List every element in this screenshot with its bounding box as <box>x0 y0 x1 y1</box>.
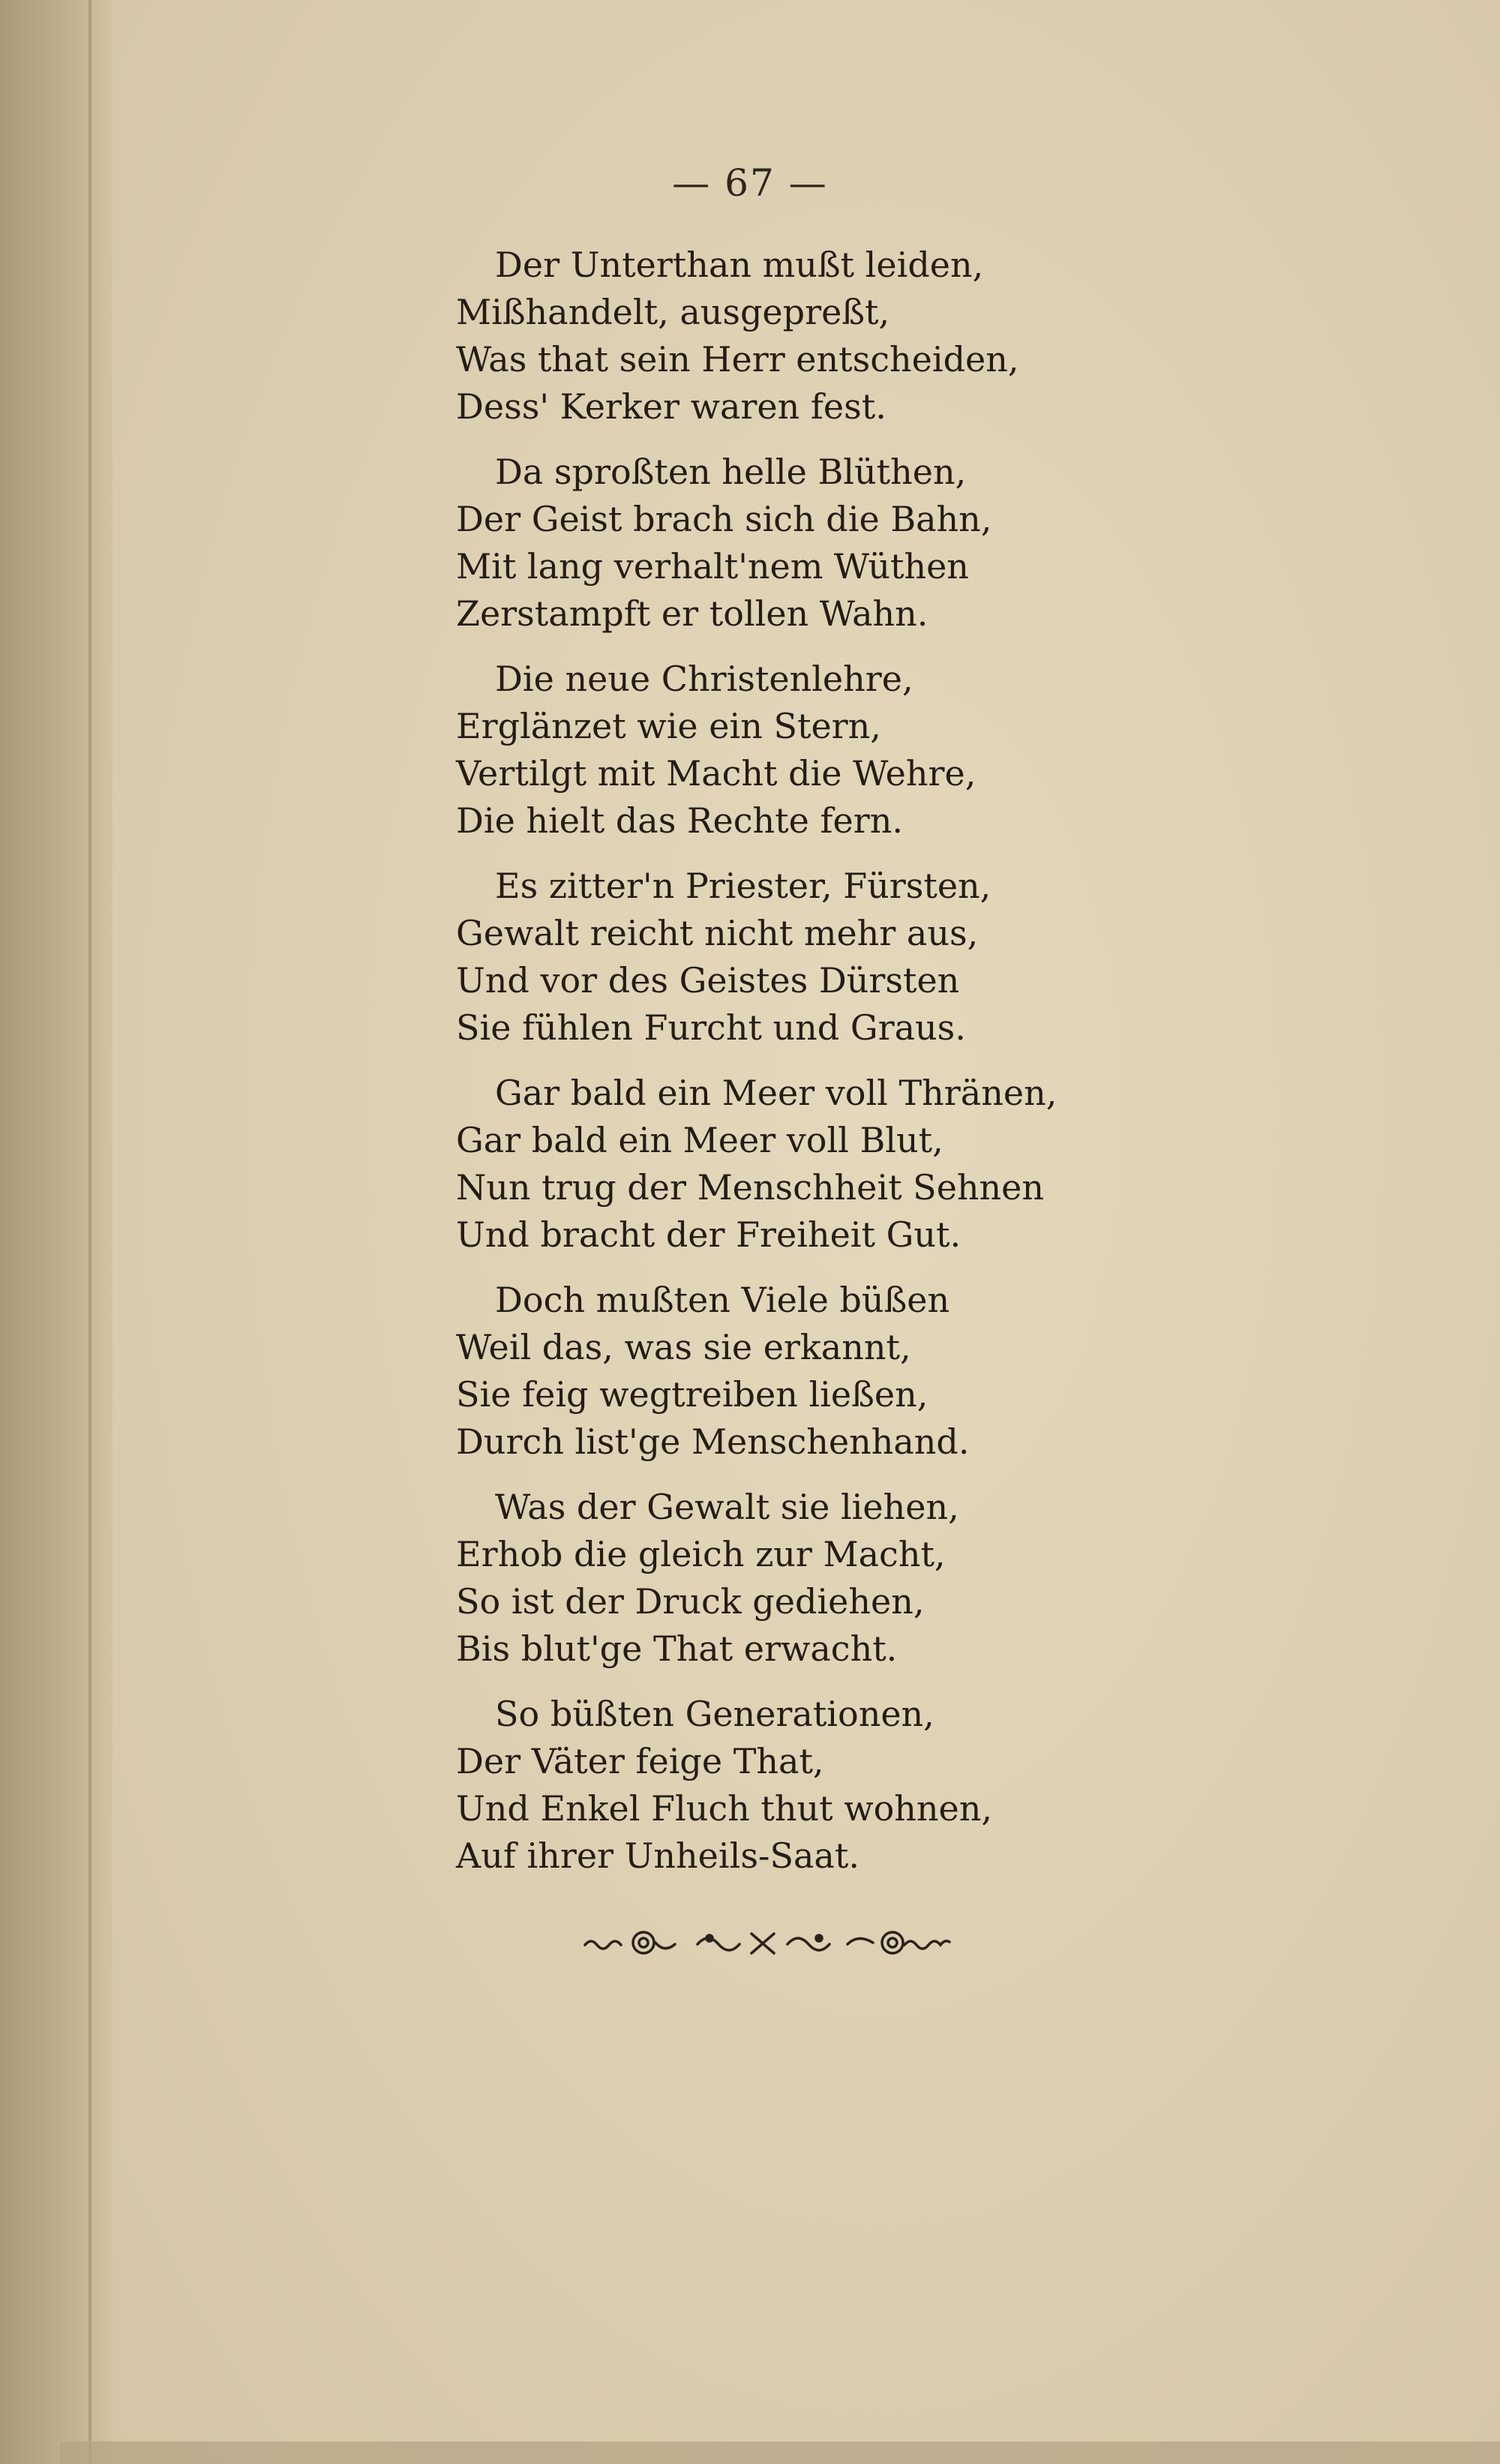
poem-line: Zerstampft er tollen Wahn. <box>456 593 928 634</box>
poem-line: Gar bald ein Meer voll Blut, <box>456 1120 944 1160</box>
poem-line: Da sproßten helle Blüthen, <box>495 452 967 492</box>
poem-line: Erhob die gleich zur Macht, <box>456 1534 946 1574</box>
stanza <box>456 656 1206 845</box>
poem-line: Der Geist brach sich die Bahn, <box>456 499 992 539</box>
poem-line: Sie fühlen Furcht und Graus. <box>456 1007 966 1048</box>
poem-line: Auf ihrer Unheils-Saat. <box>456 1835 860 1876</box>
stanza <box>456 1484 1206 1673</box>
poem-line: Doch mußten Viele büßen <box>495 1280 950 1320</box>
poem-line: Vertilgt mit Macht die Wehre, <box>456 753 976 794</box>
poem-line: Nun trug der Menschheit Sehnen <box>456 1167 1045 1208</box>
page-bottom-edge <box>60 2441 1500 2464</box>
poem-line: Weil das, was sie erkannt, <box>456 1327 911 1367</box>
poem-line: So büßten Generationen, <box>495 1694 934 1734</box>
stanza <box>456 1070 1206 1259</box>
poem <box>456 242 1206 1898</box>
poem-line: Mißhandelt, ausgepreßt, <box>456 292 890 332</box>
stanza <box>456 449 1206 638</box>
poem-line: Mit lang verhalt'nem Wüthen <box>456 546 969 587</box>
poem-line: Der Väter feige That, <box>456 1741 824 1781</box>
poem-line: Was der Gewalt sie liehen, <box>495 1487 959 1527</box>
poem-line: Und bracht der Freiheit Gut. <box>456 1214 962 1255</box>
stanza <box>456 1691 1206 1880</box>
book-gutter <box>0 0 112 2464</box>
poem-line: Was that sein Herr entscheiden, <box>456 339 1019 380</box>
poem-line: Sie feig wegtreiben ließen, <box>456 1374 928 1415</box>
poem-line: So ist der Druck gediehen, <box>456 1581 925 1622</box>
ornament-vignette-icon <box>578 1911 960 1971</box>
page-number: — 67 — <box>672 161 828 205</box>
poem-line: Und vor des Geistes Dürsten <box>456 960 960 1001</box>
poem-line: Die neue Christenlehre, <box>495 659 914 699</box>
poem-line: Bis blut'ge That erwacht. <box>456 1628 898 1669</box>
poem-line: Dess' Kerker waren fest. <box>456 386 886 427</box>
poem-line: Gar bald ein Meer voll Thränen, <box>495 1073 1058 1113</box>
poem-line: Und Enkel Fluch thut wohnen, <box>456 1788 992 1829</box>
stanza <box>456 1277 1206 1466</box>
gutter-fold-line <box>88 0 92 2464</box>
poem-line: Die hielt das Rechte fern. <box>456 800 903 841</box>
poem-line: Es zitter'n Priester, Fürsten, <box>495 866 992 906</box>
poem-line: Der Unterthan mußt leiden, <box>495 245 984 285</box>
stanza <box>456 242 1206 431</box>
poem-line: Gewalt reicht nicht mehr aus, <box>456 913 979 953</box>
poem-line: Erglänzet wie ein Stern, <box>456 706 881 746</box>
poem-line: Durch list'ge Menschenhand. <box>456 1421 970 1462</box>
stanza <box>456 863 1206 1052</box>
